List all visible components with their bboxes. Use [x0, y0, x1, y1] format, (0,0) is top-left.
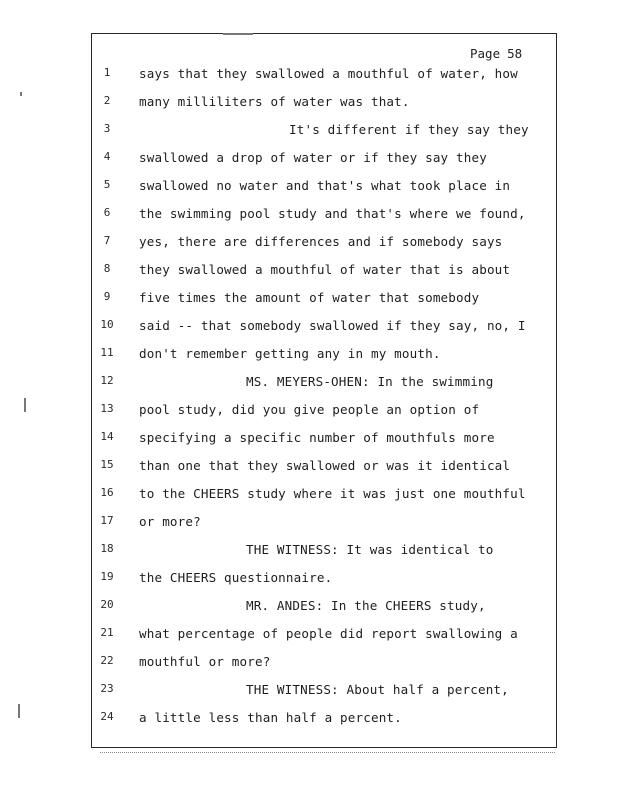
transcript-line: don't remember getting any in my mouth.: [139, 346, 441, 361]
scan-bottom-rule: [100, 752, 555, 753]
line-number: 5: [103, 178, 111, 191]
transcript-line: mouthful or more?: [139, 654, 271, 669]
speaker-line: MR. ANDES: In the CHEERS study,: [246, 598, 486, 613]
line-number: 6: [103, 206, 111, 219]
transcript-line: many milliliters of water was that.: [139, 94, 410, 109]
transcript-line: said -- that somebody swallowed if they say, no, I: [139, 318, 526, 333]
transcript-line: It's different if they say they: [289, 122, 529, 137]
page-number-value: 58: [507, 46, 523, 61]
transcript-line: specifying a specific number of mouthfuls more: [139, 430, 495, 445]
line-number: 1: [103, 66, 111, 79]
speaker-line: THE WITNESS: It was identical to: [246, 542, 494, 557]
line-number: 4: [103, 150, 111, 163]
line-number: 2: [103, 94, 111, 107]
line-number: 24: [100, 710, 114, 723]
transcript-line: a little less than half a percent.: [139, 710, 402, 725]
scan-speck: [20, 92, 22, 96]
scan-speck: [223, 33, 253, 35]
transcript-line: pool study, did you give people an option of: [139, 402, 480, 417]
page-label: Page: [470, 46, 501, 61]
line-number: 15: [100, 458, 114, 471]
transcript-line: five times the amount of water that somebody: [139, 290, 480, 305]
transcript-line: the CHEERS questionnaire.: [139, 570, 333, 585]
line-number: 9: [103, 290, 111, 303]
line-number: 22: [100, 654, 114, 667]
transcript-line: or more?: [139, 514, 201, 529]
transcript-line: to the CHEERS study where it was just one mouthful: [139, 486, 526, 501]
page-number: [470, 46, 522, 61]
speaker-line: MS. MEYERS-OHEN: In the swimming: [246, 374, 494, 389]
scan-speck: [18, 704, 20, 718]
transcript-line: they swallowed a mouthful of water that is about: [139, 262, 511, 277]
line-number: 13: [100, 402, 114, 415]
transcript-line: swallowed no water and that's what took place in: [139, 178, 511, 193]
transcript-line: yes, there are differences and if somebody says: [139, 234, 503, 249]
line-number: 18: [100, 542, 114, 555]
transcript-line: the swimming pool study and that's where we found,: [139, 206, 526, 221]
transcript-line: swallowed a drop of water or if they say they: [139, 150, 487, 165]
line-number: 10: [100, 318, 114, 331]
line-number: 21: [100, 626, 114, 639]
scan-speck: [24, 398, 26, 412]
line-number: 19: [100, 570, 114, 583]
speaker-line: THE WITNESS: About half a percent,: [246, 682, 509, 697]
line-number: 8: [103, 262, 111, 275]
line-number: 7: [103, 234, 111, 247]
line-number: 3: [103, 122, 111, 135]
line-number: 20: [100, 598, 114, 611]
line-number: 16: [100, 486, 114, 499]
transcript-line: says that they swallowed a mouthful of water, how: [139, 66, 518, 81]
line-number: 14: [100, 430, 114, 443]
transcript-line: than one that they swallowed or was it identical: [139, 458, 511, 473]
line-number: 11: [100, 346, 114, 359]
line-number: 23: [100, 682, 114, 695]
line-number: 12: [100, 374, 114, 387]
transcript-line: what percentage of people did report swallowing a: [139, 626, 518, 641]
line-number: 17: [100, 514, 114, 527]
